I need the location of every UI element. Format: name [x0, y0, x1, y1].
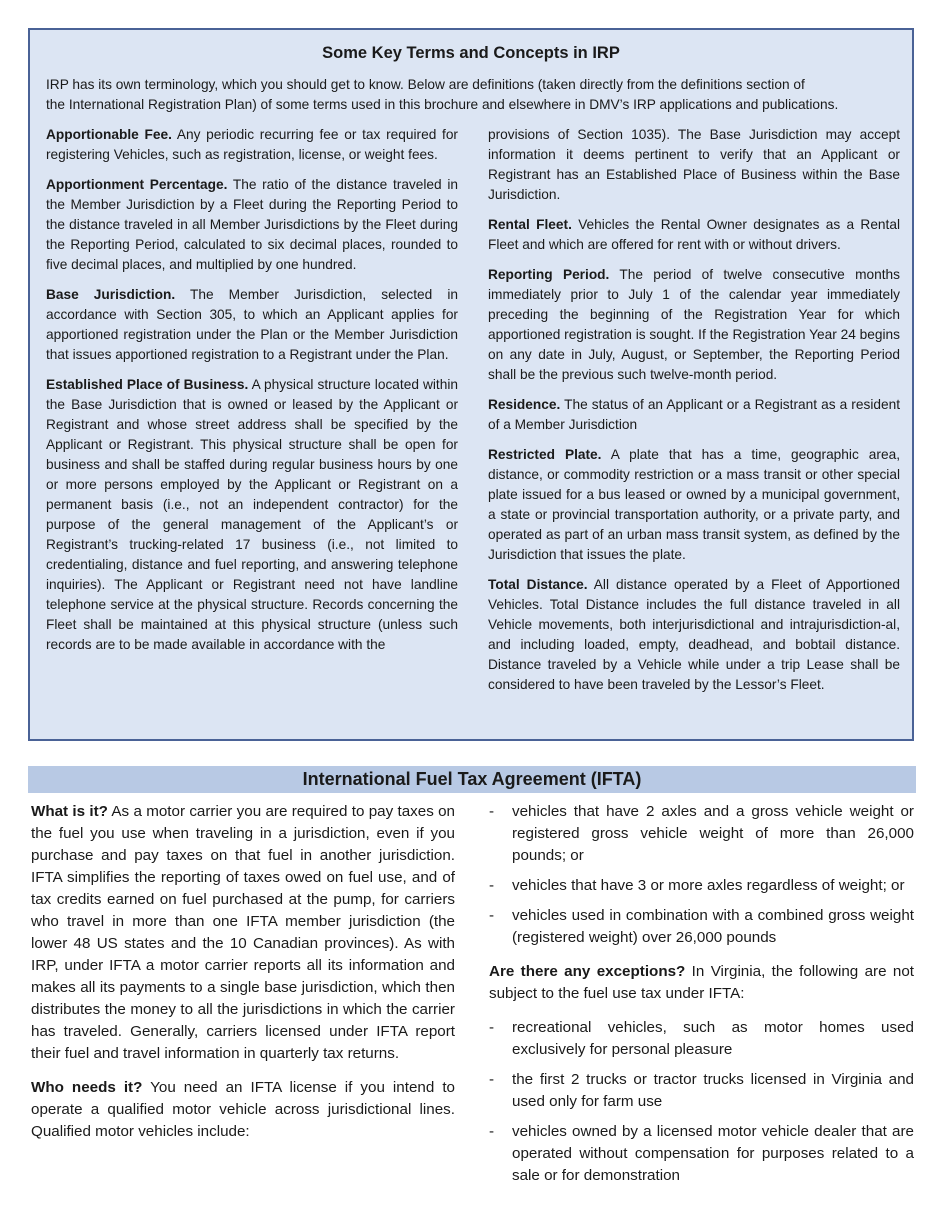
term-definition: The ratio of the distance traveled in the Member Jurisdiction by a Fleet during the Reporting Period to the distance traveled in all Member Jurisdictions by the Fleet during the Reporting Period, calculated to six decimal places, rounded to five decimal places, and multiplied by one hundred.: [46, 177, 459, 272]
term-name: Restricted Plate.: [488, 447, 602, 462]
ifta-right-column: [489, 801, 914, 1195]
qualified-vehicle-item: [489, 801, 914, 867]
what-is-it-paragraph: [31, 801, 455, 1065]
dash-bullet: -: [489, 877, 495, 894]
dash-bullet: -: [489, 1019, 495, 1036]
irp-intro: [46, 75, 902, 115]
irp-intro-line: the International Registration Plan) of some terms used in this brochure and elsewhere in DMV’s IRP applications and publications.: [46, 97, 839, 112]
term-name: Apportionable Fee.: [46, 127, 172, 142]
list-item-text: recreational vehicles, such as motor homes used exclusively for personal pleasure: [512, 1019, 914, 1058]
irp-terms-box: [28, 28, 914, 741]
term-entry: [488, 215, 900, 255]
list-item-text: vehicles owned by a licensed motor vehicle dealer that are operated without compensation for purposes related to a sale or for demonstration: [512, 1123, 914, 1184]
term-definition: Any periodic recurring fee or tax required for registering Vehicles, such as registration, license, or weight fees.: [46, 127, 458, 162]
term-name: Base Jurisdiction.: [46, 287, 176, 302]
irp-intro-line: IRP has its own terminology, which you should get to know. Below are definitions (taken directly from the definitions section of: [46, 77, 805, 92]
qualified-vehicle-item: [489, 875, 914, 897]
term-definition: The Member Jurisdiction, selected in accordance with Section 305, to which an Applicant applies for apportioned registration under the Plan or the Member Jurisdiction that issues apportioned registration to a Registrant under the Plan.: [46, 287, 459, 362]
term-entry: [46, 285, 458, 365]
list-item-text: the first 2 trucks or tractor trucks licensed in Virginia and used only for farm use: [512, 1071, 914, 1110]
who-needs-it-paragraph: [31, 1077, 455, 1143]
term-definition: A physical structure located within the Base Jurisdiction that is owned or leased by the Applicant or Registrant and whose street address shall be specified by the Applicant or Registrant. This physical structure shall be open for business and shall be staffed during regular business hours by one or more persons employed by the Applicant or Registrant on a permanent basis (i.e., not an independent contractor) for the purpose of the general management of the Applicant’s or Registrant’s trucking-related 17 business (i.e., not limited to credentialing, distance and fuel reporting, and answering telephone inquiries). The Applicant or Registrant need not have landline telephone service at the physical structure. Records concerning the Fleet shall be maintained at this physical structure (unless such records are to be made available in accordance with the: [46, 377, 458, 652]
list-item-text: vehicles that have 3 or more axles regardless of weight; or: [512, 877, 905, 894]
dash-bullet: -: [489, 1071, 495, 1088]
term-entry: [488, 445, 900, 565]
term-definition: The status of an Applicant or a Registrant as a resident of a Member Jurisdiction: [488, 397, 900, 432]
qualified-vehicle-item: [489, 905, 914, 949]
term-definition: Vehicles the Rental Owner designates as a Rental Fleet and which are offered for rent with or without drivers.: [488, 217, 900, 252]
term-entry: [488, 395, 900, 435]
irp-terms-right-column: [488, 125, 900, 705]
term-entry: [46, 375, 458, 655]
term-name: Apportionment Percentage.: [46, 177, 228, 192]
list-item-text: vehicles that have 2 axles and a gross vehicle weight or registered gross vehicle weight of more than 26,000 pounds; or: [512, 803, 914, 864]
term-name: Reporting Period.: [488, 267, 610, 282]
list-item-text: vehicles used in combination with a combined gross weight (registered weight) over 26,000 pounds: [512, 907, 914, 946]
irp-terms-title: Some Key Terms and Concepts in IRP: [322, 44, 620, 62]
dash-bullet: -: [489, 803, 495, 820]
ifta-left-column: [31, 801, 455, 1155]
paragraph-text: You need an IFTA license if you intend to operate a qualified motor vehicle across jurisdictional lines. Qualified motor vehicles include:: [31, 1079, 455, 1140]
ifta-section-heading: International Fuel Tax Agreement (IFTA): [28, 766, 916, 793]
paragraph-text: In Virginia, the following are not subject to the fuel use tax under IFTA:: [489, 963, 914, 1002]
dash-bullet: -: [489, 1123, 495, 1140]
paragraph-lead: Who needs it?: [31, 1079, 143, 1096]
exception-item: [489, 1017, 914, 1061]
paragraph-lead: Are there any exceptions?: [489, 963, 686, 980]
term-entry: [488, 575, 900, 695]
paragraph-lead: What is it?: [31, 803, 108, 820]
term-definition: A plate that has a time, geographic area, distance, or commodity restriction or a mass transit or other special plate issued for a bus leased or owned by a municipal government, a state or provincial transportation authority, or a private party, and operated as part of an urban mass transit system, as defined by the Jurisdiction that issues the plate.: [488, 447, 900, 562]
term-entry: [46, 175, 458, 275]
irp-terms-left-column: [46, 125, 458, 665]
term-continuation: provisions of Section 1035). The Base Jurisdiction may accept information it deems pertinent to verify that an Applicant or Registrant has an Established Place of Business within the Base Jurisdiction.: [488, 127, 900, 202]
term-definition: All distance operated by a Fleet of Apportioned Vehicles. Total Distance includes the full distance traveled in all Vehicle movements, both interjurisdictional and intrajurisdiction-al, and including loaded, empty, deadhead, and bobtail distance. Distance traveled by a Vehicle while under a trip Lease shall be considered to have been traveled by the Lessor’s Fleet.: [488, 577, 900, 692]
term-name: Residence.: [488, 397, 561, 412]
exception-item: [489, 1069, 914, 1113]
term-definition: The period of twelve consecutive months immediately prior to July 1 of the calendar year immediately preceding the beginning of the Registration Year for which apportioned registration is sought. If the Registration Year 24 begins on any date in July, August, or September, the Reporting Period shall be the previous such twelve-month period.: [488, 267, 900, 382]
dash-bullet: -: [489, 907, 495, 924]
term-entry: [46, 125, 458, 165]
term-entry: [488, 265, 900, 385]
term-name: Total Distance.: [488, 577, 588, 592]
term-name: Rental Fleet.: [488, 217, 572, 232]
term-name: Established Place of Business.: [46, 377, 249, 392]
exception-item: [489, 1121, 914, 1187]
paragraph-text: As a motor carrier you are required to pay taxes on the fuel you use when traveling in a jurisdiction, even if you purchase and pay taxes on that fuel in another jurisdiction. IFTA simplifies the reporting of taxes owed on fuel use, and of tax credits earned on fuel purchased at the pump, for carriers who travel in more than one IFTA member jurisdiction (the lower 48 US states and the 10 Canadian provinces). As with IRP, under IFTA a motor carrier reports all its information and makes all its payments to a single base jurisdiction, which then distributes the money to all the jurisdictions in which the carrier has traveled. Generally, carriers licensed under IFTA report their fuel and travel information in quarterly tax returns.: [31, 803, 456, 1062]
exceptions-paragraph: [489, 961, 914, 1005]
